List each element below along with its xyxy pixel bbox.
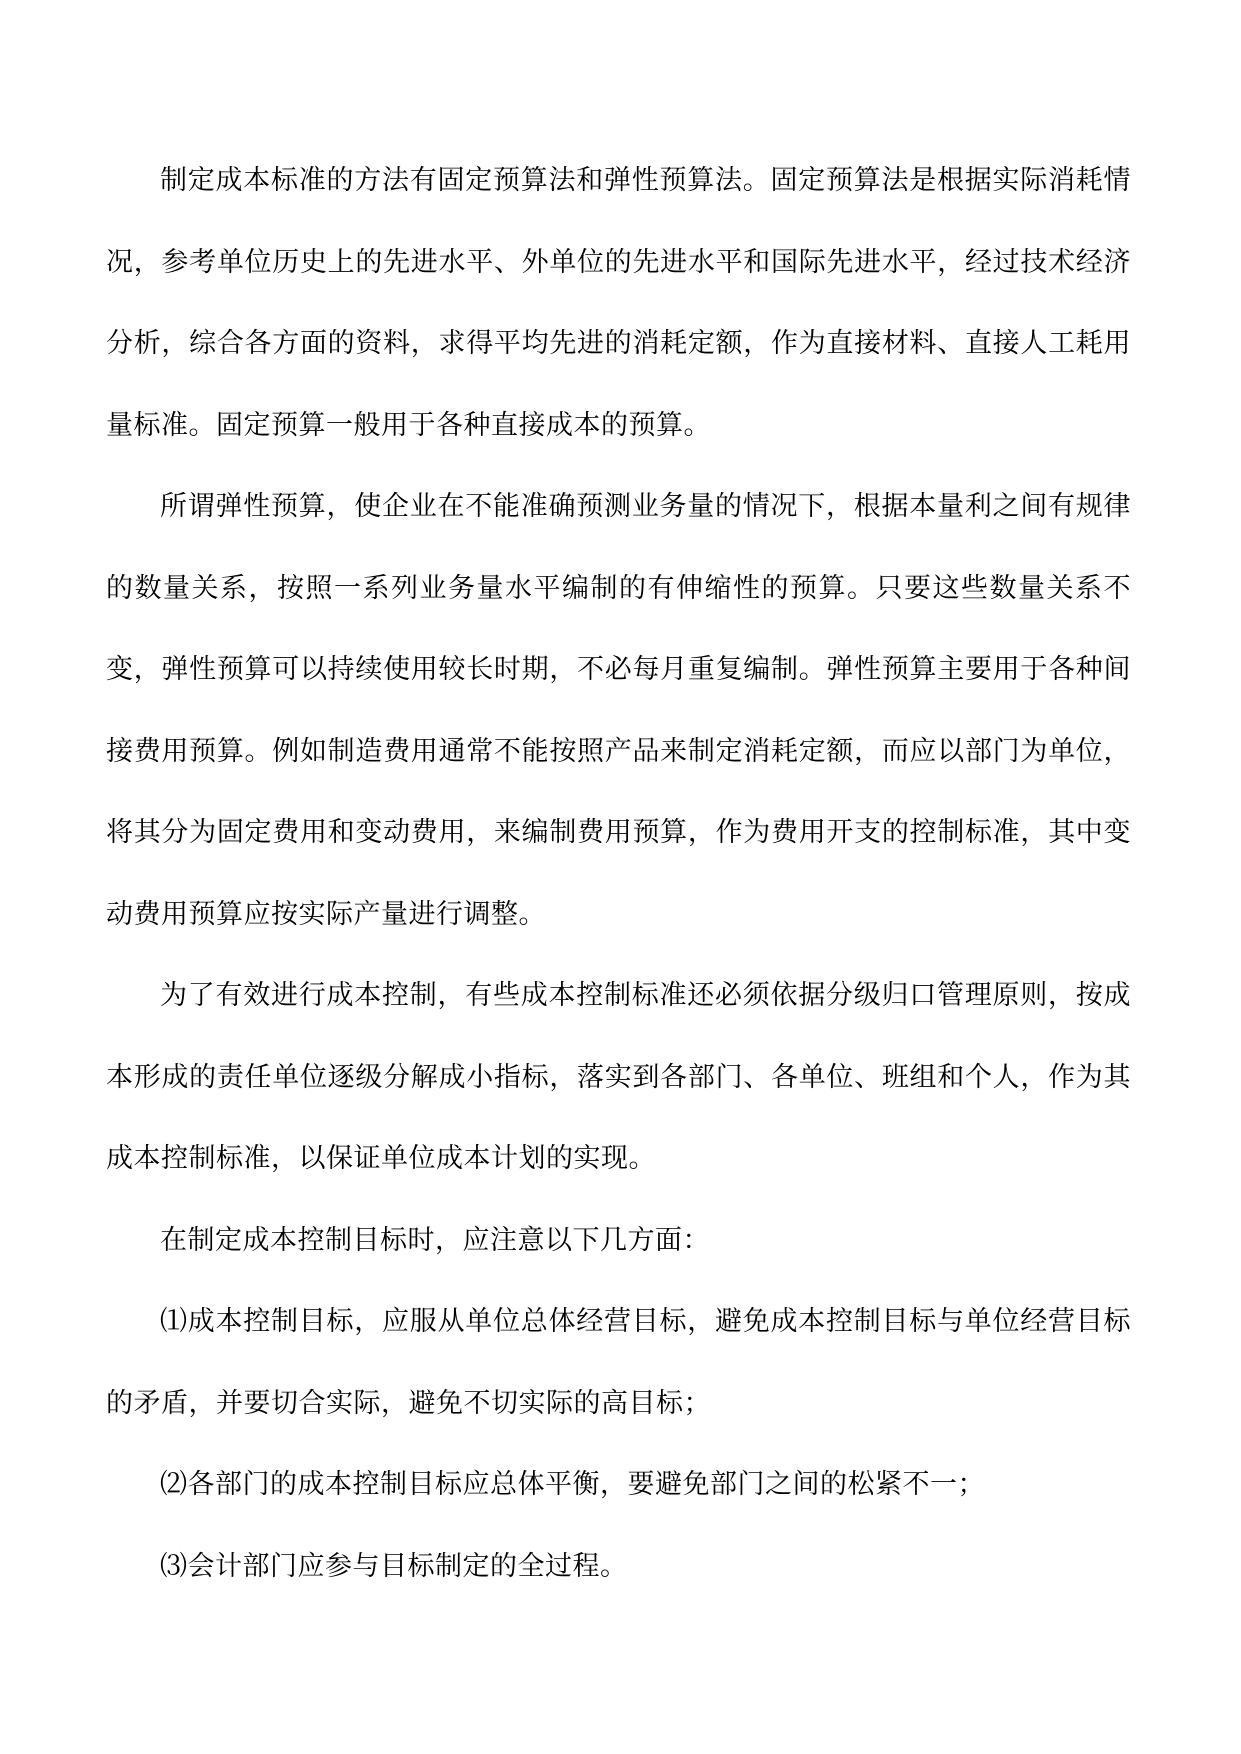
paragraph-flexible-budget: 所谓弹性预算，使企业在不能准确预测业务量的情况下，根据本量利之间有规律的数量关系，按照一系列业务量水平编制的有伸缩性的预算。只要这些数量关系不变，弹性预算可以持续使用较长时期，不必每月重复编制。弹性预算主要用于各种间接费用预算。例如制造费用通常不能按照产品来制定消耗定额，而应以部门为单位，将其分为固定费用和变动费用，来编制费用预算，作为费用开支的控制标准，其中变动费用预算应按实际产量进行调整。 bbox=[106, 491, 1131, 930]
paragraph-cost-control-decomposition: 为了有效进行成本控制，有些成本控制标准还必须依据分级归口管理原则，按成本形成的责任单位逐级分解成小指标，落实到各部门、各单位、班组和个人，作为其成本控制标准，以保证单位成本计划的实现。 bbox=[106, 980, 1131, 1174]
list-item-3: ⑶会计部门应参与目标制定的全过程。 bbox=[160, 1550, 628, 1582]
list-item-1: ⑴成本控制目标，应服从单位总体经营目标，避免成本控制目标与单位经营目标的矛盾，并要切合实际，避免不切实际的高目标； bbox=[106, 1306, 1131, 1419]
paragraph-fixed-budget: 制定成本标准的方法有固定预算法和弹性预算法。固定预算法是根据实际消耗情况，参考单位历史上的先进水平、外单位的先进水平和国际先进水平，经过技术经济分析，综合各方面的资料，求得平均先进的消耗定额，作为直接材料、直接人工耗用量标准。固定预算一般用于各种直接成本的预算。 bbox=[106, 165, 1131, 441]
list-item-2: ⑵各部门的成本控制目标应总体平衡，要避免部门之间的松紧不一； bbox=[160, 1469, 985, 1500]
paragraph-notes-intro: 在制定成本控制目标时，应注意以下几方面： bbox=[160, 1224, 710, 1256]
